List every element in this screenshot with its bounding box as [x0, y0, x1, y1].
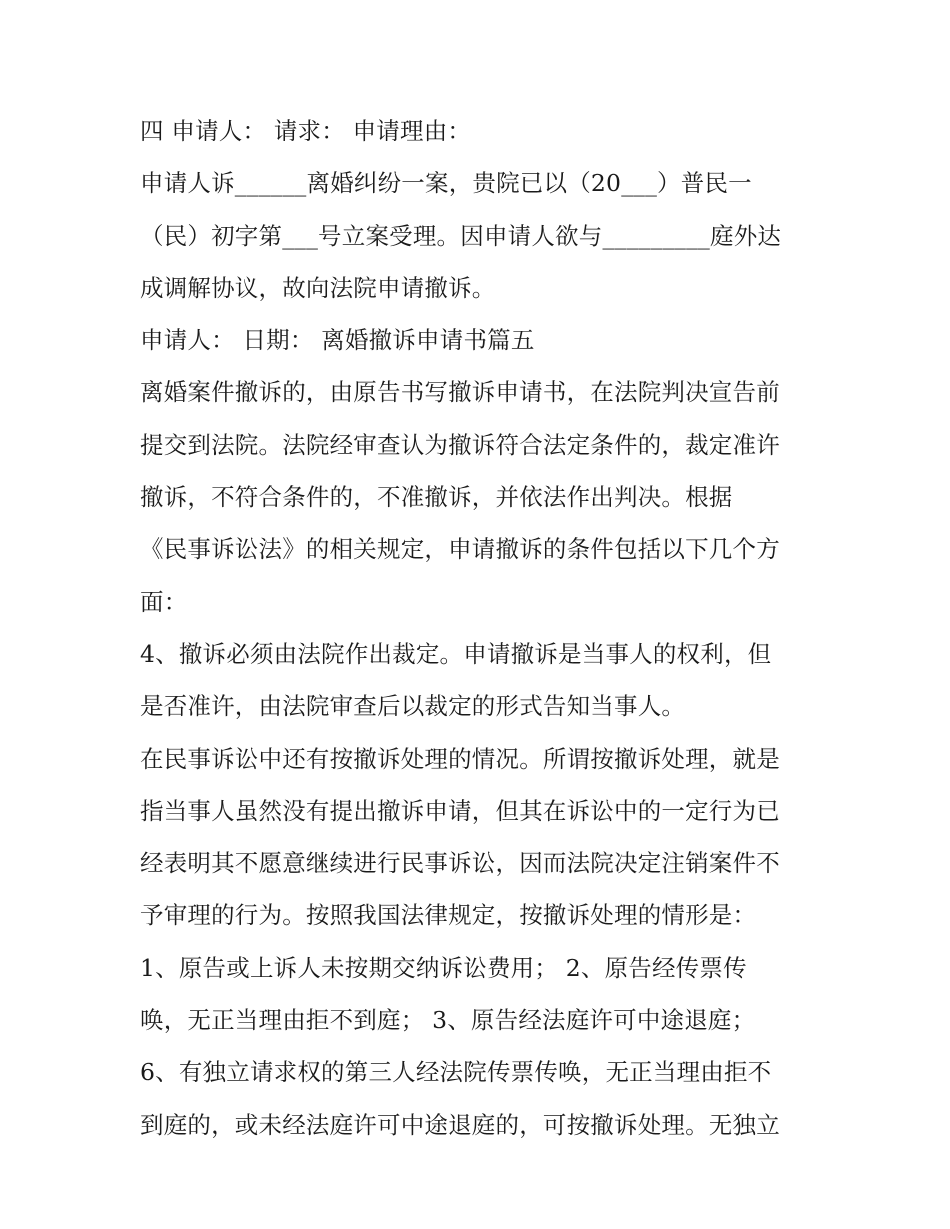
text-line: 申请人诉______离婚纠纷一案，贵院已以（20___）普民一: [140, 169, 752, 198]
text-line: 予审理的行为。按照我国法律规定，按撤诉处理的情形是：: [140, 901, 757, 930]
document-page: [140, 112, 820, 1158]
text-line: 指当事人虽然没有提出撤诉申请，但其在诉讼中的一定行为已: [140, 796, 780, 825]
text-line: 撤诉，不符合条件的，不准撤诉，并依法作出判决。根据: [140, 483, 733, 512]
text-line: 申请人： 日期： 离婚撤诉申请书篇五: [140, 326, 535, 355]
text-line: 在民事诉讼中还有按撤诉处理的情况。所谓按撤诉处理，就是: [140, 744, 780, 773]
text-line: 是否准许，由法院审查后以裁定的形式告知当事人。: [140, 692, 686, 721]
text-line: 1、原告或上诉人未按期交纳诉讼费用； 2、原告经传票传: [140, 953, 747, 982]
text-line: 唤，无正当理由拒不到庭； 3、原告经法庭许可中途退庭；: [140, 1006, 756, 1035]
text-line: 提交到法院。法院经审查认为撤诉符合法定条件的，裁定准许: [140, 430, 780, 459]
text-line: （民）初字第___号立案受理。因申请人欲与_________庭外达: [140, 221, 782, 250]
text-line: 面：: [140, 587, 188, 616]
text-line: 四 申请人： 请求： 申请理由：: [140, 117, 472, 145]
text-line: 4、撤诉必须由法院作出裁定。申请撤诉是当事人的权利，但: [140, 639, 772, 668]
text-line: 成调解协议，故向法院申请撤诉。: [140, 273, 496, 302]
text-line: 到庭的，或未经法庭许可中途退庭的，可按撤诉处理。无独立: [140, 1110, 780, 1139]
text-line: 经表明其不愿意继续进行民事诉讼，因而法院决定注销案件不: [140, 849, 780, 878]
text-line: 《民事诉讼法》的相关规定，申请撤诉的条件包括以下几个方: [140, 535, 780, 564]
text-line: 离婚案件撤诉的，由原告书写撤诉申请书，在法院判决宣告前: [140, 378, 780, 407]
text-line: 6、有独立请求权的第三人经法院传票传唤，无正当理由拒不: [140, 1058, 772, 1087]
